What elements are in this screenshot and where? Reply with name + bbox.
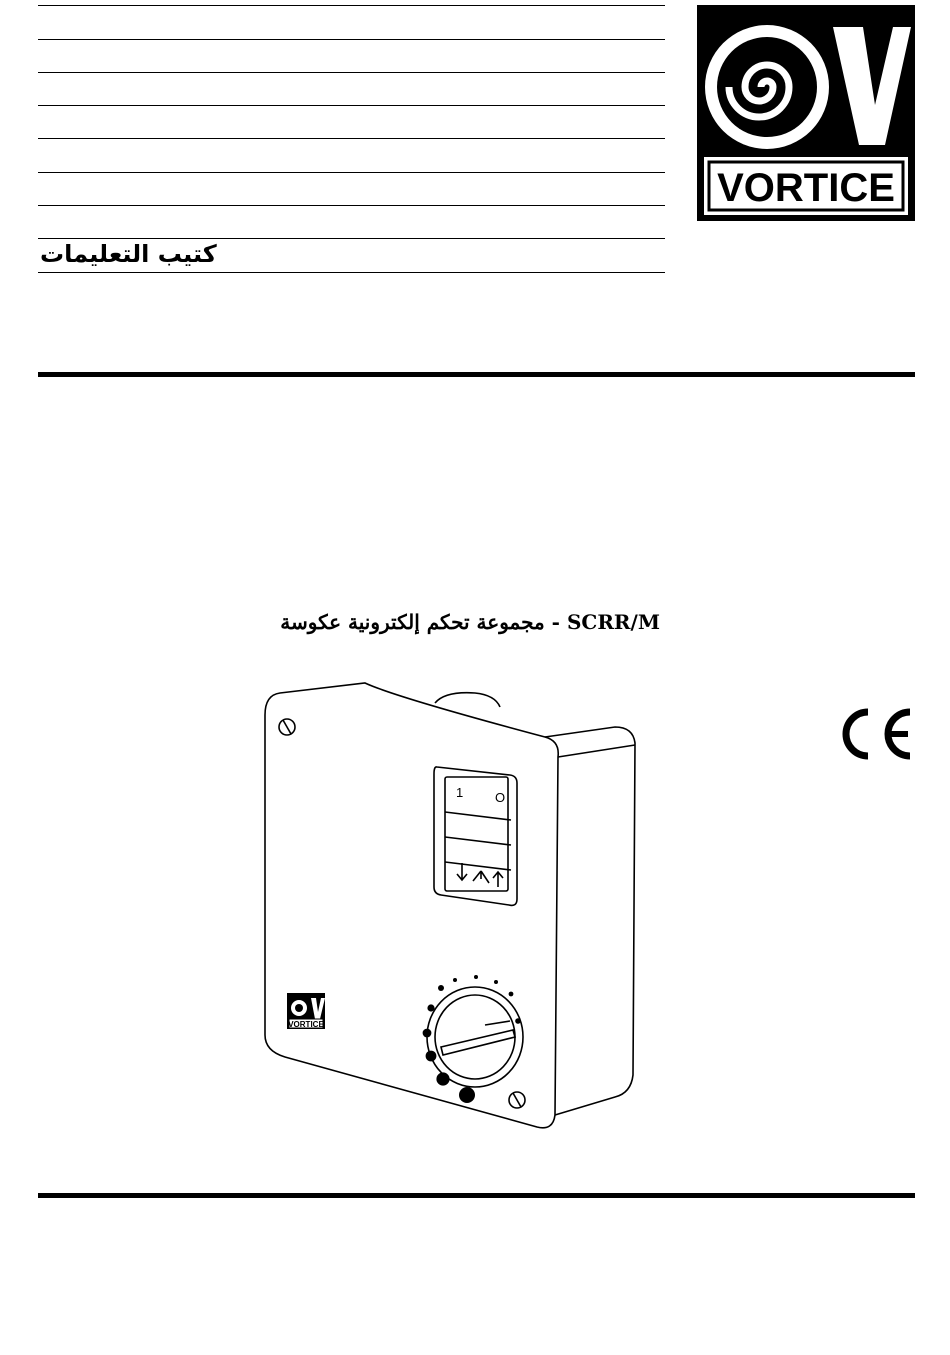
header-line: [38, 105, 665, 106]
bottom-divider: [38, 1193, 915, 1198]
header-line: [38, 72, 665, 73]
device-illustration: [255, 675, 655, 1145]
header-line: [38, 138, 665, 139]
switch-off-label: O: [495, 790, 506, 805]
header-line: [38, 39, 665, 40]
header-line: [38, 172, 665, 173]
manual-title: كتيب التعليمات: [40, 240, 217, 268]
logo-wordmark: VORTICE: [717, 166, 895, 210]
header-line: [38, 238, 665, 239]
ce-mark-icon: [838, 706, 918, 762]
header-line: [38, 205, 665, 206]
device-brand-label: VORTICE: [288, 1020, 324, 1029]
header-line: [38, 272, 665, 273]
vortice-logo: [697, 5, 915, 221]
top-divider: [38, 372, 915, 377]
product-title: SCRR/M - مجموعة تحكم إلكترونية عكوسة: [280, 610, 660, 634]
header-line: [38, 5, 665, 6]
switch-on-label: 1: [456, 785, 464, 800]
